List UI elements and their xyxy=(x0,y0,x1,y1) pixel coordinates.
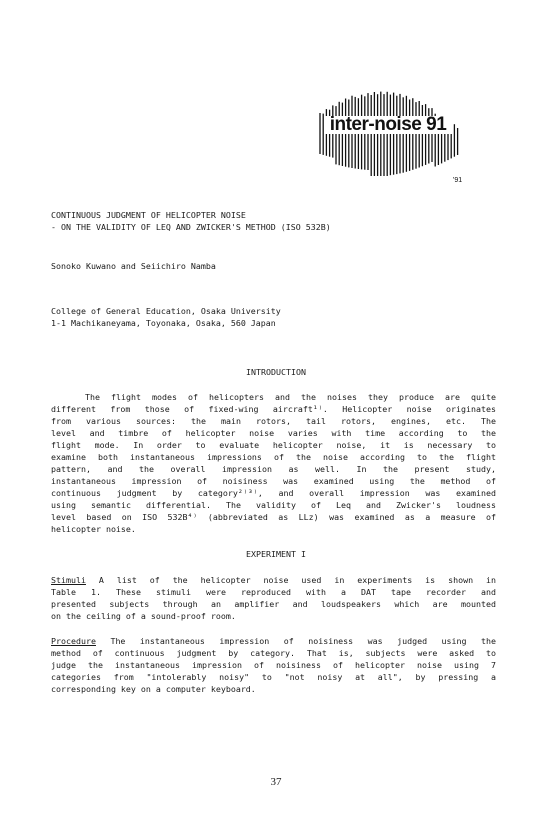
intro-line-3: from various sources: the main rotors, tail rotors, engines, etc. The xyxy=(51,416,496,426)
intro-line-5: flight mode. In order to evaluate helicopter noise, it is necessary to xyxy=(51,440,496,450)
intro-line-4: level and timbre of helicopter noise varies with time according to the xyxy=(51,428,496,438)
svg-text:inter-noise 91: inter-noise 91 xyxy=(329,114,447,135)
stimuli-line-1-text: A list of the helicopter noise used in experiments is shown in xyxy=(85,575,496,585)
experiment-heading: EXPERIMENT I xyxy=(246,549,306,559)
intro-line-10: using semantic differential. The validity of Leq and Zwicker's loudness xyxy=(51,500,496,510)
intro-line-6: examine both instantaneous impressions of the noise according to the flight xyxy=(51,452,496,462)
affiliation-line2: 1-1 Machikaneyama, Toyonaka, Osaka, 560 Japan xyxy=(51,318,276,328)
stimuli-line-3: presented subjects through an amplifier and loudspeakers which are mounted xyxy=(51,599,496,609)
affiliation-line1: College of General Education, Osaka University xyxy=(51,306,281,316)
procedure-line-3: judge the instantaneous impression of noisiness of helicopter noise using 7 xyxy=(51,660,496,670)
procedure-line-1-text: The instantaneous impression of noisiness was judged using the xyxy=(95,636,496,646)
intro-line-1: The flight modes of helicopters and the noises they produce are quite xyxy=(85,392,496,402)
intro-line-9: continuous judgment by category²⁾³⁾, and overall impression was examined xyxy=(51,488,496,498)
procedure-label: Procedure xyxy=(51,636,96,646)
introduction-heading: INTRODUCTION xyxy=(246,367,306,377)
intro-line-8: instantaneous impression of noisiness was examined using the method of xyxy=(51,476,496,486)
intro-line-7: pattern, and the overall impression as well. In the present study, xyxy=(51,464,496,474)
stimuli-line-2: Table 1. These stimuli were reproduced with a DAT tape recorder and xyxy=(51,587,496,597)
stimuli-label: Stimuli xyxy=(51,575,86,585)
intro-line-12: helicopter noise. xyxy=(51,524,136,534)
paper-title-line1: CONTINUOUS JUDGMENT OF HELICOPTER NOISE xyxy=(51,210,246,220)
procedure-line-1 xyxy=(51,636,496,648)
procedure-line-5: corresponding key on a computer keyboard. xyxy=(51,684,256,694)
stimuli-line-4: on the ceiling of a sound-proof room. xyxy=(51,611,236,621)
procedure-line-4: categories from "intolerably noisy" to "not noisy at all", by pressing a xyxy=(51,672,496,682)
authors: Sonoko Kuwano and Seiichiro Namba xyxy=(51,261,216,271)
intro-line-2: different from those of fixed-wing aircraft¹⁾. Helicopter noise originates xyxy=(51,404,496,414)
paper-title-line2: - ON THE VALIDITY OF LEQ AND ZWICKER'S METHOD (ISO 532B) xyxy=(51,222,331,232)
inter-noise-91-logo xyxy=(312,82,472,190)
procedure-line-2: method of continuous judgment by category. That is, subjects were asked to xyxy=(51,648,496,658)
page-number: 37 xyxy=(270,776,282,788)
stimuli-line-1 xyxy=(51,575,496,587)
intro-line-11: level based on ISO 532B⁴⁾ (abbreviated as LLz) was examined as a measure of xyxy=(51,512,496,522)
svg-text:'91: '91 xyxy=(453,177,463,184)
